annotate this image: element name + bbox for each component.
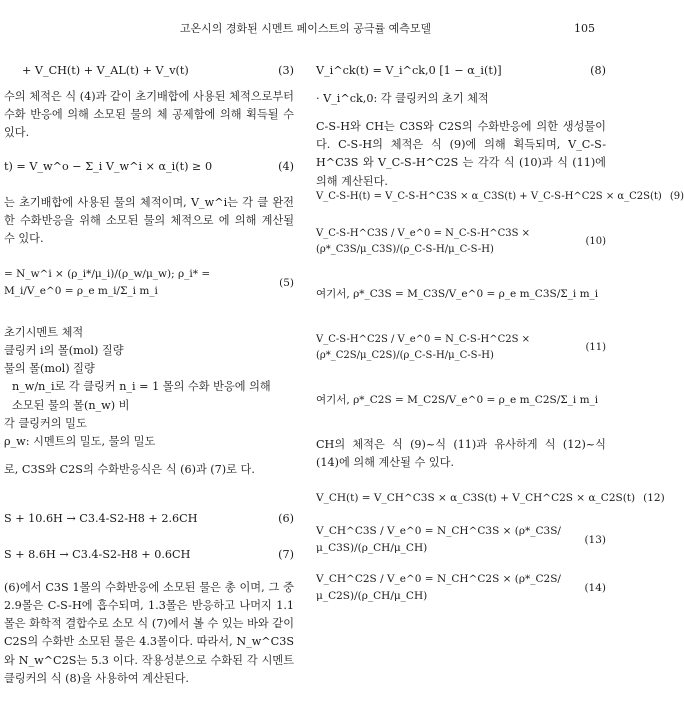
paragraph-hydration-equations: 로, C3S와 C2S의 수화반응식은 식 (6)과 (7)로 다. — [4, 462, 255, 476]
equation-number: (13) — [584, 533, 606, 546]
equation-4 — [4, 150, 294, 184]
equation-3 — [4, 60, 294, 82]
definition-line: 클링커 i의 몰(mol) 질량 — [4, 344, 124, 358]
equation-number: (7) — [278, 547, 294, 561]
equation-10 — [316, 220, 606, 264]
equation-14-body: V_CH^C2S / V_e^0 = N_CH^C2S × (ρ*_C2S/μ_C2S)/(ρ_CH/μ_CH) — [316, 573, 561, 603]
equation-13 — [316, 520, 606, 560]
equation-14 — [316, 568, 606, 608]
definition-line: n_w/n_i로 각 클링커 n_i = 1 몰의 수화 반응에 의해 — [12, 380, 271, 394]
equation-5 — [4, 256, 294, 310]
equation-3-body: + V_CH(t) + V_AL(t) + V_v(t) — [22, 63, 189, 77]
equation-number: (4) — [278, 159, 294, 173]
equation-rho-c3s-body: 여기서, ρ*_C3S = M_C3S/V_e^0 = ρ_e m_C3S/Σ_i m_i — [316, 287, 599, 300]
equation-7 — [4, 543, 294, 567]
equation-11 — [316, 326, 606, 370]
equation-10-body: V_C-S-H^C3S / V_e^0 = N_C-S-H^C3S × (ρ*_C3S/μ_C3S)/(ρ_C-S-H/μ_C-S-H) — [316, 227, 531, 256]
definition-line: · V_i^ck,0: 각 클링커의 초기 체적 — [316, 92, 489, 105]
equation-11-body: V_C-S-H^C2S / V_e^0 = N_C-S-H^C2S × (ρ*_C2S/μ_C2S)/(ρ_C-S-H/μ_C-S-H) — [316, 333, 531, 362]
definition-line: 각 클링커의 밀도 — [4, 416, 87, 430]
definition-line: ρ_w: 시멘트의 밀도, 물의 밀도 — [4, 434, 156, 448]
equation-number: (14) — [584, 581, 606, 594]
definition-line: 물의 몰(mol) 질량 — [4, 362, 95, 376]
equation-number: (6) — [278, 511, 294, 525]
paragraph-water-volume: 수의 체적은 식 (4)과 같이 초기배합에 사용된 체적으로부터 수화 반응에 의해 소모된 물의 체 공제함에 의해 획득될 수 있다. — [4, 90, 294, 140]
right-column — [316, 60, 684, 608]
equation-5-body: = N_w^i × (ρ_i*/μ_i)/(ρ_w/μ_w); ρ_i* = M_i/V_e^0 = ρ_e m_i/Σ_i m_i — [4, 268, 211, 297]
paragraph-water-consumed: 는 초기배합에 사용된 물의 체적이며, V_w^i는 각 클 완전한 수화반응을 위해 소모된 물의 체적으로 에 의해 계산될 수 있다. — [4, 196, 294, 246]
equation-6 — [4, 507, 294, 531]
page-header — [0, 20, 611, 38]
symbol-definitions — [4, 324, 294, 451]
equation-9-body: V_C-S-H(t) = V_C-S-H^C3S × α_C3S(t) + V_C-S-H^C2S × α_C2S(t) — [316, 191, 662, 203]
running-title: 고온시의 경화된 시멘트 페이스트의 공극률 예측모델 — [179, 22, 432, 35]
equation-12-body: V_CH(t) = V_CH^C3S × α_C3S(t) + V_CH^C2S × α_C2S(t) — [316, 491, 636, 504]
equation-number: (8) — [590, 63, 606, 77]
paragraph-water-moles: (6)에서 C3S 1몰의 수화반응에 소모된 물은 총 이며, 그 중 2.9몰은 C-S-H에 흡수되며, 1.3몰은 반응하고 나머지 1.1몰은 화학적 결합수로 소모 식 (7)에서 볼 수 있는 바와 같이 C2S의 수화반 소모된 물은 4.3몰이다. 따라서, N_w^C3S와 N_w^C2S는 5.3 이다. 작용성분으로 수화된 각 시멘트 클링커의 식 (8)을 사용하여 계산된다. — [4, 580, 294, 685]
equation-number: (9) — [669, 191, 684, 203]
definition-line: 초기시멘트 체적 — [4, 326, 84, 339]
equation-number: (11) — [585, 342, 606, 354]
equation-6-body: S + 10.6H → C3.4-S2-H8 + 2.6CH — [4, 511, 198, 525]
left-column — [0, 60, 294, 705]
equation-8-body: V_i^ck(t) = V_i^ck,0 [1 − α_i(t)] — [316, 63, 502, 77]
equation-4-body: t) = V_w^o − Σ_i V_w^i × α_i(t) ≥ 0 — [4, 159, 213, 173]
paragraph-csh-ch: C-S-H와 CH는 C3S와 C2S의 수화반응에 의한 생성물이다. C-S-H의 체적은 식 (9)에 의해 획득되며, V_C-S-H^C3S 와 V_C-S-H^C2S 는 각각 식 (10)과 식 (11)에 의해 계산된다. — [316, 120, 606, 188]
equation-rho-c2s — [316, 378, 606, 422]
equation-13-body: V_CH^C3S / V_e^0 = N_CH^C3S × (ρ*_C3S/μ_C3S)/(ρ_CH/μ_CH) — [316, 525, 561, 555]
equation-12 — [316, 484, 665, 512]
equation-7-body: S + 8.6H → C3.4-S2-H8 + 0.6CH — [4, 547, 191, 561]
equation-rho-c3s — [316, 272, 606, 316]
equation-number: (5) — [279, 276, 294, 289]
paragraph-ch-volume: CH의 체적은 식 (9)~식 (11)과 유사하게 식 (12)~식 (14)에 의해 계산될 수 있다. — [316, 438, 606, 470]
equation-number: (10) — [585, 236, 606, 248]
equation-number: (12) — [643, 491, 665, 504]
equation-number: (3) — [278, 63, 294, 77]
definition-line: 소모된 물의 몰(n_w) 비 — [12, 398, 130, 412]
equation-rho-c2s-body: 여기서, ρ*_C2S = M_C2S/V_e^0 = ρ_e m_C2S/Σ_i m_i — [316, 393, 599, 406]
page-number: 105 — [574, 22, 595, 35]
equation-8 — [316, 60, 606, 82]
